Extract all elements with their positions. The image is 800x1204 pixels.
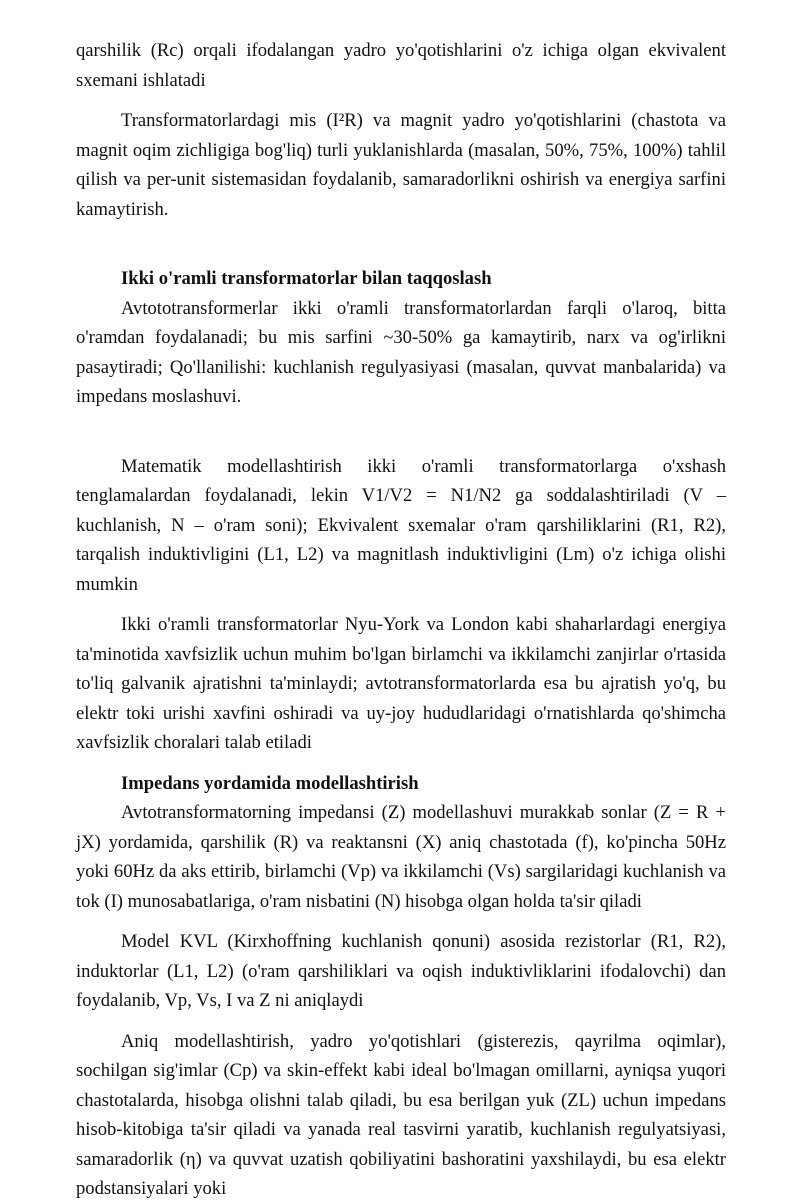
paragraph-mathematical-modeling: Matematik modellashtirish ikki o'ramli transformatorlarga o'xshash tenglamalardan foydalanadi, lekin V1/V2 = N1/N2 ga soddalashtiriladi (V – kuchlanish, N – o'ram soni); Ekvivalent sxemalar o'ram qarshiliklarini (R1, R2), tarqalish induktivligini (L1, L2) va magnitlash induktivligini (Lm) o'z ichiga olishi mumkin	[76, 455, 726, 595]
section-heading-comparison: Ikki o'ramli transformatorlar bilan taqqoslash	[121, 268, 492, 289]
paragraph-galvanic-isolation: Ikki o'ramli transformatorlar Nyu-York va London kabi shaharlardagi energiya ta'minotida xavfsizlik uchun muhim bo'lgan birlamchi va ikkilamchi zanjirlar o'rtasida to'liq galvanik ajratishni ta'minlaydi; avtotransformatorlarda esa bu ajratish yo'q, bu elektr toki urishi xavfini oshiradi va uy-joy hududlaridagi o'rnatishlarda qo'shimcha xavfsizlik choralari talab etiladi	[76, 614, 726, 753]
paragraph-losses-analysis: Transformatorlardagi mis (I²R) va magnit yadro yo'qotishlarini (chastota va magnit oqim zichligiga bog'liq) turli yuklanishlarda (masalan, 50%, 75%, 100%) tahlil qilish va per-unit sistemasidan foydalanib, samaradorlikni oshirish va energiya sarfini kamaytirish.	[76, 110, 726, 220]
paragraph-accurate-modeling: Aniq modellashtirish, yadro yo'qotishlari (gisterezis, qayrilma oqimlar), sochilgan sig'imlar (Cp) va skin-effekt kabi ideal bo'lmagan omillarni, ayniqsa yuqori chastotalarda, hisobga olishni talab qiladi, bu esa berilgan yuk (ZL) uchun impedans hisob-kitobiga ta'sir qiladi va yanada real tasvirni yaratib, kuchlanish regulyatsiyasi, samaradorlik (η) va quvvat uzatish qobiliyatini bashoratini yaxshilaydi, bu esa elektr podstansiyalari yoki	[76, 1030, 726, 1199]
paragraph-impedance-model: Avtotransformatorning impedansi (Z) modellashuvi murakkab sonlar (Z = R + jX) yordamida, qarshilik (R) va reaktansni (X) aniq chastotada (f), ko'pincha 50Hz yoki 60Hz da aks ettirib, birlamchi (Vp) va ikkilamchi (Vs) sargilaridagi kuchlanish va tok (I) munosabatlariga, o'ram nisbatini (N) hisobga olgan holda ta'sir qiladi	[76, 802, 726, 912]
paragraph-continuation: qarshilik (Rc) orqali ifodalangan yadro yo'qotishlarini o'z ichiga olgan ekvivalent sxemani ishlatadi	[76, 40, 726, 91]
section-heading-impedance: Impedans yordamida modellashtirish	[121, 772, 419, 794]
document-page	[76, 36, 726, 1204]
paragraph-kvl-model: Model KVL (Kirxhoffning kuchlanish qonuni) asosida rezistorlar (R1, R2), induktorlar (L1, L2) (o'ram qarshiliklari va oqish induktivliklarini ifodalovchi) dan foydalanib, Vp, Vs, I va Z ni aniqlaydi	[76, 931, 726, 1011]
paragraph-autotransformer-comparison: Avtototransformerlar ikki o'ramli transformatorlardan farqli o'laroq, bitta o'ramdan foydalanadi; bu mis sarfini ~30-50% ga kamaytirib, narx va og'irlikni pasaytiradi; Qo'llanilishi: kuchlanish regulyasiyasi (masalan, quvvat manbalarida) va impedans moslashuvi.	[76, 297, 726, 407]
